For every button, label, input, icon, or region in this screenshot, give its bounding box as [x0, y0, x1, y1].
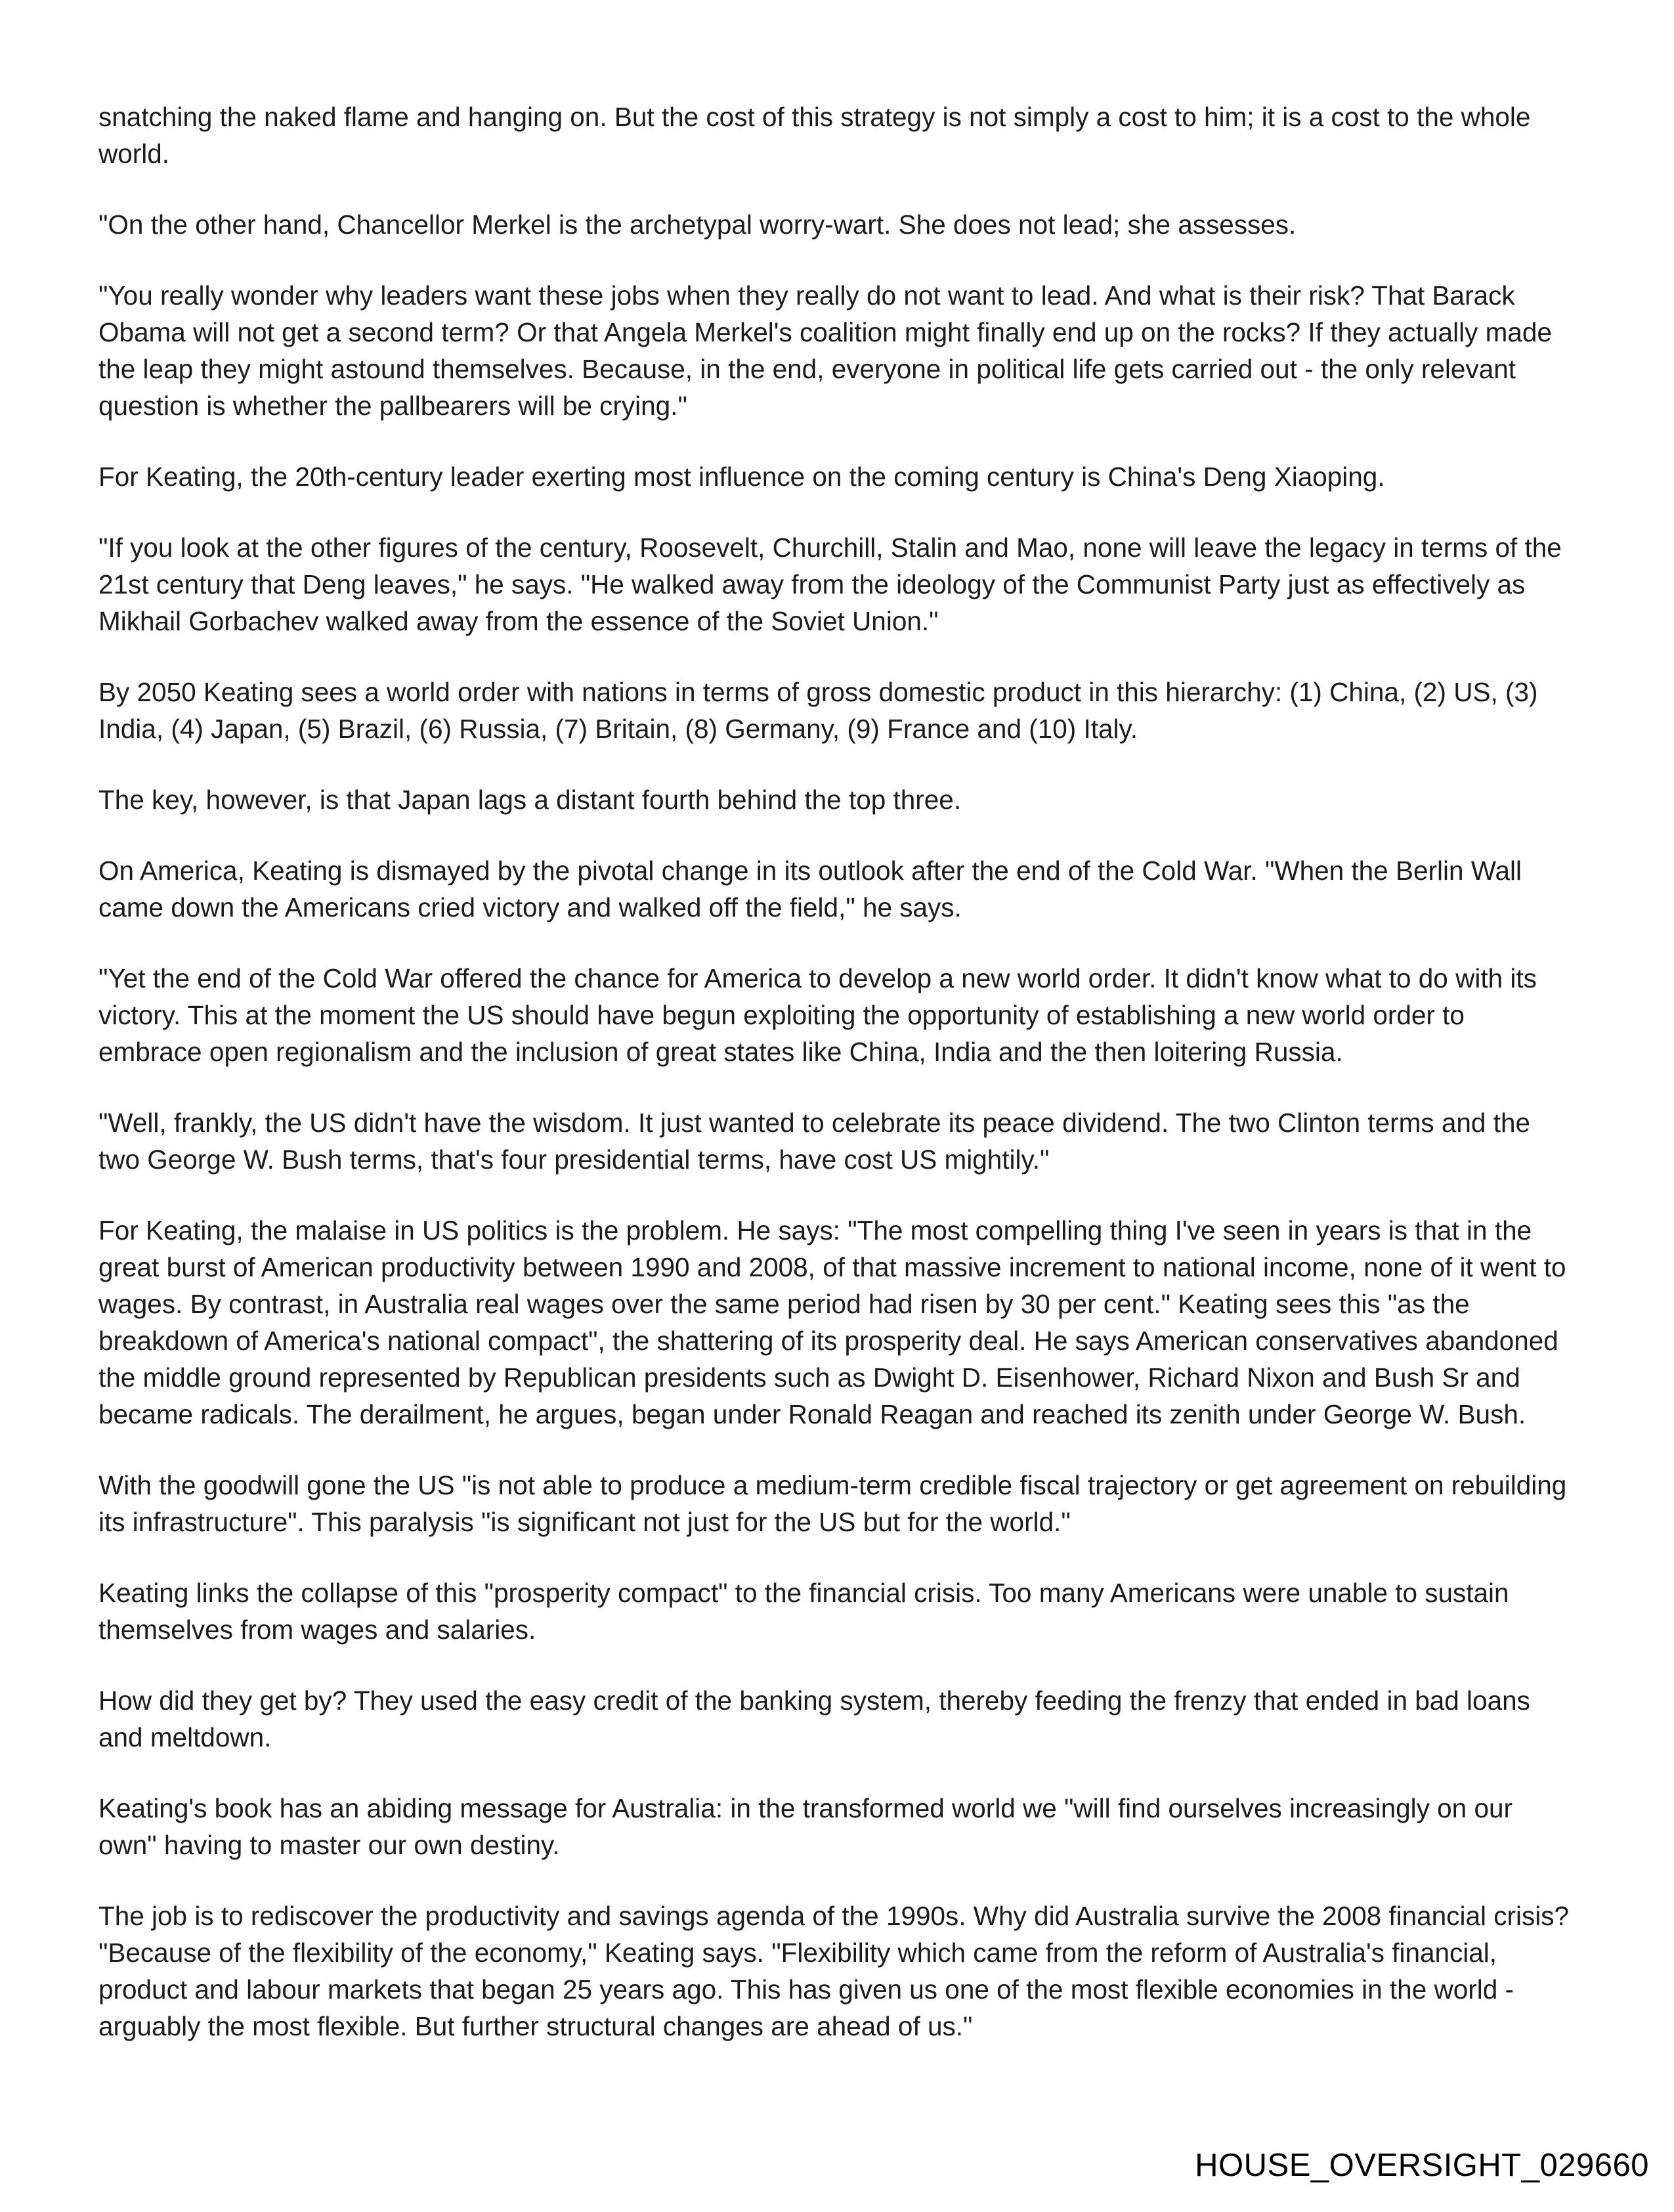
- paragraph: "You really wonder why leaders want these jobs when they really do not want to lead. And what is their risk? That Barack Obama will not get a second term? Or that Angela Merkel's coalition might finally end up on the rocks? If they actually made the leap they might astound themselves. Because, in the end, everyone in political life gets carried out - the only relevant question is whether the pallbearers will be crying.": [98, 280, 1552, 421]
- paragraph: Keating's book has an abiding message for Australia: in the transformed world we "will find ourselves increasingly on our own" having to master our own destiny.: [98, 1793, 1513, 1860]
- paragraph: How did they get by? They used the easy credit of the banking system, thereby feeding the frenzy that ended in bad loans and meltdown.: [98, 1685, 1530, 1752]
- paragraph: On America, Keating is dismayed by the pivotal change in its outlook after the end of the Cold War. "When the Berlin Wall came down the Americans cried victory and walked off the field," he says.: [98, 856, 1522, 922]
- paragraph: "Well, frankly, the US didn't have the wisdom. It just wanted to celebrate its peace dividend. The two Clinton terms and the two George W. Bush terms, that's four presidential terms, have cost US mightily.": [98, 1108, 1530, 1175]
- paragraph: "On the other hand, Chancellor Merkel is the archetypal worry-wart. She does not lead; she assesses.: [98, 209, 1297, 240]
- paragraph: "If you look at the other figures of the century, Roosevelt, Churchill, Stalin and Mao, none will leave the legacy in terms of the 21st century that Deng leaves," he says. "He walked away from the ideology of the Communist Party just as effectively as Mikhail Gorbachev walked away from the essence of the Soviet Union.": [98, 532, 1562, 636]
- paragraph: With the goodwill gone the US "is not able to produce a medium-term credible fiscal trajectory or get agreement on rebuilding its infrastructure". This paralysis "is significant not just for the US but for the world.": [98, 1470, 1567, 1537]
- paragraph: "Yet the end of the Cold War offered the chance for America to develop a new world order. It didn't know what to do with its victory. This at the moment the US should have begun exploiting the opportunity of establishing a new world order to embrace open regionalism and the inclusion of great states like China, India and the then loitering Russia.: [98, 963, 1537, 1067]
- paragraph: Keating links the collapse of this "prosperity compact" to the financial crisis. Too many Americans were unable to sustain themselves from wages and salaries.: [98, 1578, 1509, 1645]
- paragraph: The key, however, is that Japan lags a distant fourth behind the top three.: [98, 785, 962, 815]
- paragraph: The job is to rediscover the productivity and savings agenda of the 1990s. Why did Australia survive the 2008 financial crisis? "Because of the flexibility of the economy," Keating says. "Flexibility which came from the reform of Australia's financial, product and labour markets that began 25 years ago. This has given us one of the most flexible economies in the world - arguably the most flexible. But further structural changes are ahead of us.": [98, 1901, 1569, 2041]
- paragraph: snatching the naked flame and hanging on. But the cost of this strategy is not simply a cost to him; it is a cost to the whole world.: [98, 102, 1531, 169]
- paragraph: For Keating, the 20th-century leader exerting most influence on the coming century is China's Deng Xiaoping.: [98, 462, 1385, 492]
- paragraph: By 2050 Keating sees a world order with nations in terms of gross domestic product in this hierarchy: (1) China, (2) US, (3) India, (4) Japan, (5) Brazil, (6) Russia, (7) Britain, (8) Germany, (9) France and (10) Italy.: [98, 677, 1538, 744]
- document-body: [98, 98, 1569, 2079]
- paragraph: For Keating, the malaise in US politics is the problem. He says: "The most compelling thing I've seen in years is that in the great burst of American productivity between 1990 and 2008, of that massive increment to national income, none of it went to wages. By contrast, in Australia real wages over the same period had risen by 30 per cent." Keating sees this "as the breakdown of America's national compact", the shattering of its prosperity deal. He says American conservatives abandoned the middle ground represented by Republican presidents such as Dwight D. Eisenhower, Richard Nixon and Bush Sr and became radicals. The derailment, he argues, began under Ronald Reagan and reached its zenith under George W. Bush.: [98, 1215, 1566, 1429]
- bates-number: HOUSE_OVERSIGHT_029660: [1195, 2148, 1649, 2183]
